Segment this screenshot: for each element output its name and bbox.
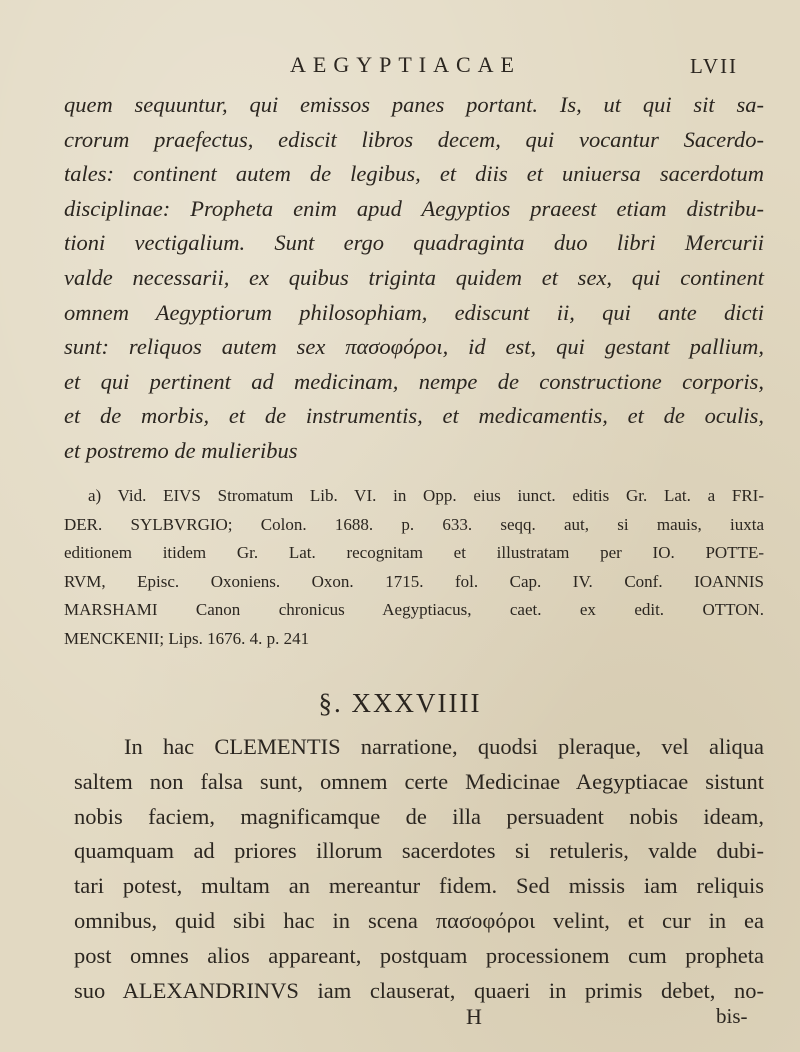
text-line: post omnes alios appareant, postquam processionem cum propheta xyxy=(74,942,764,968)
text-line: quem sequuntur, qui emissos panes portant. Is, ut qui sit sa- xyxy=(64,92,764,117)
footnote-line: DER. SYLBVRGIO; Colon. 1688. p. 633. seqq. aut, si mauis, iuxta xyxy=(64,514,764,534)
text-line: crorum praefectus, ediscit libros decem, qui vocantur Sacerdo- xyxy=(64,126,764,152)
text-line: nobis faciem, magnificamque de illa persuadent nobis ideam, xyxy=(74,803,764,829)
text-line: quamquam ad priores illorum sacerdotes si retuleris, valde dubi- xyxy=(74,838,764,864)
page-header xyxy=(0,52,800,82)
page-footer xyxy=(0,1004,800,1038)
text-line: disciplinae: Propheta enim apud Aegyptios praeest etiam distribu- xyxy=(64,195,764,221)
page-number: LVII xyxy=(690,54,739,78)
text-line: tari potest, multam an mereantur fidem. Sed missis iam reliquis xyxy=(74,873,764,899)
main-paragraph xyxy=(74,730,764,1008)
footnote xyxy=(64,482,764,654)
text-line: omnibus, quid sibi hac in scena πασοφόροι velint, et cur in ea xyxy=(74,907,764,933)
section-heading: §. XXXVIIII xyxy=(318,688,482,718)
text-line: In hac CLEMENTIS narratione, quodsi pleraque, vel aliqua xyxy=(124,734,764,759)
text-line: saltem non falsa sunt, omnem certe Medicinae Aegyptiacae sistunt xyxy=(74,768,764,794)
footnote-line: MARSHAMI Canon chronicus Aegyptiacus, caet. ex edit. OTTON. xyxy=(64,600,764,620)
text-line: tales: continent autem de legibus, et diis et uniuersa sacerdotum xyxy=(64,161,764,187)
footnote-line: editionem itidem Gr. Lat. recognitam et illustratam per IO. POTTE- xyxy=(64,543,764,563)
text-line: et de morbis, et de instrumentis, et medicamentis, et de oculis, xyxy=(64,403,764,429)
text-line: tioni vectigalium. Sunt ergo quadraginta duo libri Mercurii xyxy=(64,230,764,256)
running-title: AEGYPTIACAE xyxy=(290,52,521,77)
catchword: bis- xyxy=(716,1004,748,1028)
footnote-line: MENCKENII; Lips. 1676. 4. p. 241 xyxy=(64,628,310,648)
text-line: valde necessarii, ex quibus triginta quidem et sex, qui continent xyxy=(64,264,764,290)
text-line: et postremo de mulieribus xyxy=(64,437,298,463)
text-line: et qui pertinent ad medicinam, nempe de constructione corporis, xyxy=(64,368,764,394)
signature-mark: H xyxy=(466,1004,482,1029)
text-line: sunt: reliquos autem sex πασοφόροι, id est, qui gestant pallium, xyxy=(64,334,764,360)
quoted-passage xyxy=(64,88,764,469)
footnote-line: a) Vid. EIVS Stromatum Lib. VI. in Opp. eius iunct. editis Gr. Lat. a FRI- xyxy=(88,486,764,505)
footnote-line: RVM, Episc. Oxoniens. Oxon. 1715. fol. Cap. IV. Conf. IOANNIS xyxy=(64,571,764,591)
text-line: omnem Aegyptiorum philosophiam, ediscunt ii, qui ante dicti xyxy=(64,299,764,325)
text-line: suo ALEXANDRINVS iam clauserat, quaeri in primis debet, no- xyxy=(74,977,764,1003)
